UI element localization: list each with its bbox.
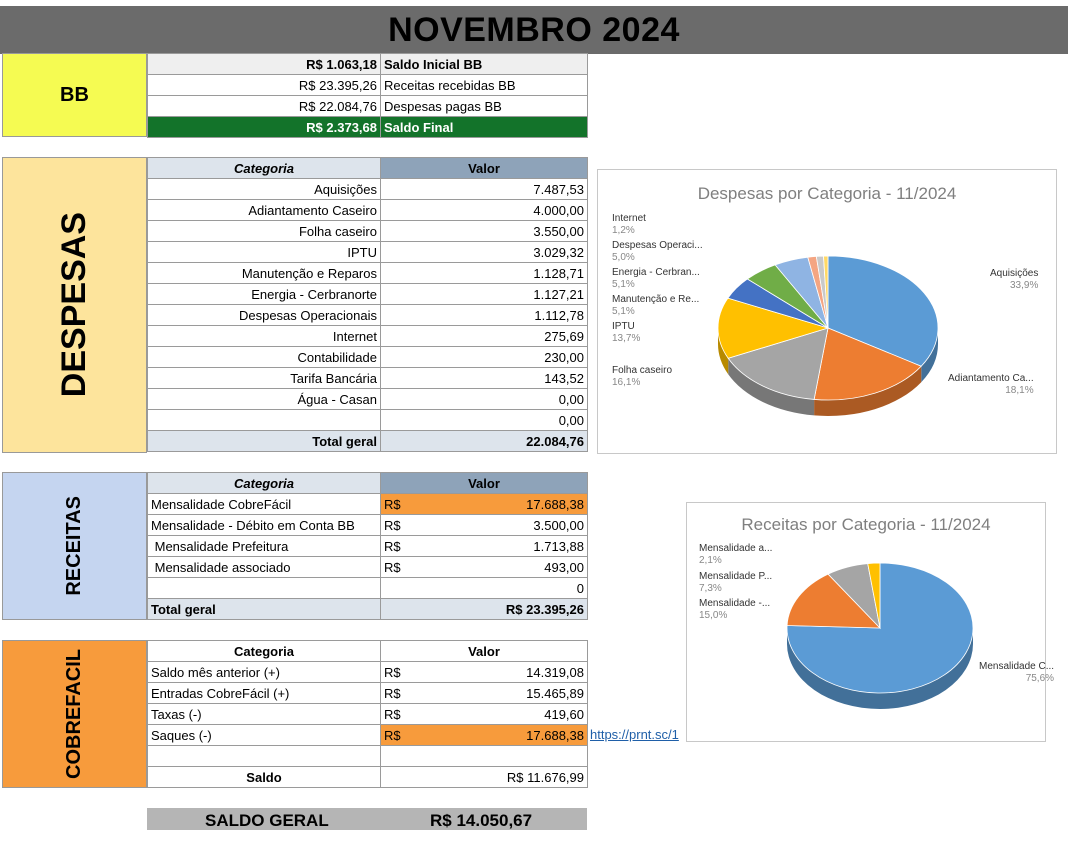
- table-row[interactable]: Saques (-) R$ 17.688,38: [148, 725, 588, 746]
- receitas-pie-chart[interactable]: [686, 502, 1055, 742]
- table-row[interactable]: Taxas (-) R$ 419,60: [148, 704, 588, 725]
- receitas-header-categoria[interactable]: Categoria: [148, 473, 381, 494]
- table-row[interactable]: Mensalidade associado R$ 493,00: [148, 557, 588, 578]
- bb-row-saldo-final[interactable]: R$ 2.373,68 Saldo Final: [148, 117, 588, 138]
- screenshot-link[interactable]: https://prnt.sc/1: [590, 727, 679, 742]
- pie-label-mensalidade-associado: Mensalidade a... 2,1%: [699, 543, 773, 566]
- bb-row-despesas[interactable]: R$ 22.084,76 Despesas pagas BB: [148, 96, 588, 117]
- bb-row-saldo-inicial[interactable]: R$ 1.063,18 Saldo Inicial BB: [148, 54, 588, 75]
- receitas-table: [147, 472, 588, 620]
- receitas-total-row[interactable]: Total geral R$ 23.395,26: [148, 599, 588, 620]
- pie-label-adiantamento: Adiantamento Ca... 18,1%: [948, 373, 1034, 396]
- saldo-geral-label: SALDO GERAL: [205, 811, 329, 830]
- pie-label-aquisicoes: Aquisições 33,9%: [990, 268, 1039, 291]
- table-row[interactable]: Energia - Cerbranorte 1.127,21: [148, 284, 588, 305]
- pie-label-energia: Energia - Cerbran... 5,1%: [612, 267, 700, 290]
- table-row[interactable]: Mensalidade - Débito em Conta BB R$ 3.500,00: [148, 515, 588, 536]
- table-row[interactable]: 0,00: [148, 410, 588, 431]
- table-row[interactable]: Entradas CobreFácil (+) R$ 15.465,89: [148, 683, 588, 704]
- pie-label-manutencao: Manutenção e Re... 5,1%: [612, 294, 700, 317]
- pie-label-internet: Internet 1,2%: [612, 213, 646, 236]
- saldo-geral-bar: [147, 808, 587, 830]
- pie-label-mensalidade-prefeitura: Mensalidade P... 7,3%: [699, 571, 773, 594]
- despesas-pie-chart[interactable]: [597, 169, 1057, 454]
- despesas-total-row[interactable]: Total geral 22.084,76: [148, 431, 588, 452]
- bb-section-label: BB: [2, 53, 147, 137]
- pie-label-despesas-operacionais: Despesas Operaci... 5,0%: [612, 240, 703, 263]
- table-row[interactable]: Saldo mês anterior (+) R$ 14.319,08: [148, 662, 588, 683]
- table-row[interactable]: Folha caseiro 3.550,00: [148, 221, 588, 242]
- pie-label-mensalidade-debito: Mensalidade -... 15,0%: [699, 598, 771, 621]
- table-row[interactable]: Aquisições 7.487,53: [148, 179, 588, 200]
- despesas-header-categoria[interactable]: Categoria: [148, 158, 381, 179]
- receitas-pie-svg: [687, 503, 1045, 741]
- table-row[interactable]: Internet 275,69: [148, 326, 588, 347]
- table-row[interactable]: Água - Casan 0,00: [148, 389, 588, 410]
- despesas-header-valor[interactable]: Valor: [381, 158, 588, 179]
- table-row[interactable]: Tarifa Bancária 143,52: [148, 368, 588, 389]
- saldo-geral-value[interactable]: R$ 14.050,67: [430, 811, 533, 830]
- pie-label-folha: Folha caseiro 16,1%: [612, 365, 673, 388]
- receitas-section-label: RECEITAS: [2, 472, 147, 620]
- cobrefacil-table: [147, 640, 588, 788]
- table-row[interactable]: Adiantamento Caseiro 4.000,00: [148, 200, 588, 221]
- table-row[interactable]: Manutenção e Reparos 1.128,71: [148, 263, 588, 284]
- despesas-section-label: DESPESAS: [2, 157, 147, 453]
- table-row[interactable]: Mensalidade Prefeitura R$ 1.713,88: [148, 536, 588, 557]
- despesas-chart-title: Despesas por Categoria - 11/2024: [697, 184, 957, 203]
- page-title: NOVEMBRO 2024: [0, 6, 1068, 54]
- table-row[interactable]: Contabilidade 230,00: [148, 347, 588, 368]
- table-row[interactable]: Mensalidade CobreFácil R$ 17.688,38: [148, 494, 588, 515]
- table-row[interactable]: Despesas Operacionais 1.112,78: [148, 305, 588, 326]
- bb-table: [147, 53, 588, 138]
- pie-label-mensalidade-cobrefacil: Mensalidade C... 75,6%: [979, 661, 1055, 684]
- receitas-header-valor[interactable]: Valor: [381, 473, 588, 494]
- cobrefacil-saldo-row[interactable]: Saldo R$ 11.676,99: [148, 767, 588, 788]
- table-row[interactable]: [148, 746, 588, 767]
- cobrefacil-section-label: COBREFACIL: [2, 640, 147, 788]
- receitas-chart-title: Receitas por Categoria - 11/2024: [741, 515, 991, 534]
- despesas-table: [147, 157, 588, 452]
- bb-row-receitas[interactable]: R$ 23.395,26 Receitas recebidas BB: [148, 75, 588, 96]
- table-row[interactable]: IPTU 3.029,32: [148, 242, 588, 263]
- table-row[interactable]: 0: [148, 578, 588, 599]
- cobrefacil-header-categoria[interactable]: Categoria: [148, 641, 381, 662]
- cobrefacil-header-valor[interactable]: Valor: [381, 641, 588, 662]
- pie-label-iptu: IPTU 13,7%: [612, 321, 641, 344]
